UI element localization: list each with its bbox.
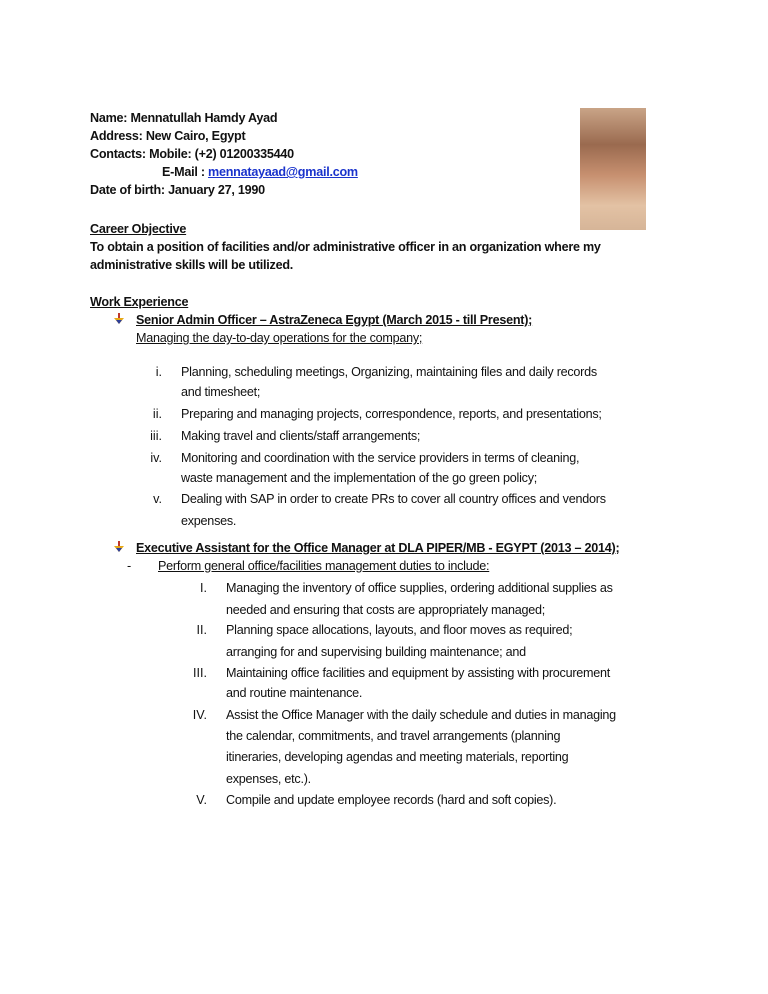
list-item: the calendar, commitments, and travel arrangements (planning xyxy=(226,729,561,743)
list-number: iv. xyxy=(150,451,162,465)
email-line xyxy=(162,164,358,180)
list-item: Making travel and clients/staff arrangements; xyxy=(181,429,421,443)
list-number: iii. xyxy=(150,429,162,443)
name-line: Name: Mennatullah Hamdy Ayad xyxy=(90,111,278,125)
list-item: and timesheet; xyxy=(181,385,261,399)
mobile-line: Contacts: Mobile: (+2) 01200335440 xyxy=(90,147,294,161)
arrow-bullet-icon xyxy=(114,541,124,553)
list-number: ii. xyxy=(152,407,162,421)
address-line: Address: New Cairo, Egypt xyxy=(90,129,246,143)
list-item: arranging for and supervising building maintenance; and xyxy=(226,645,526,659)
list-number: V. xyxy=(196,793,207,807)
work-experience-heading: Work Experience xyxy=(90,295,189,309)
profile-photo xyxy=(580,108,646,230)
list-item: Assist the Office Manager with the daily schedule and duties in managing xyxy=(226,708,616,722)
list-item: expenses, etc.). xyxy=(226,772,311,786)
job-title: Executive Assistant for the Office Manager at DLA PIPER/MB - EGYPT (2013 – 2014); xyxy=(136,541,620,555)
email-label: E-Mail : xyxy=(162,165,205,179)
arrow-bullet-icon xyxy=(114,313,124,325)
objective-text: To obtain a position of facilities and/or administrative officer in an organization where my xyxy=(90,240,601,254)
career-objective-heading: Career Objective xyxy=(90,222,187,236)
list-item: waste management and the implementation of the go green policy; xyxy=(181,471,537,485)
list-item: expenses. xyxy=(181,514,237,528)
job-subtitle: Perform general office/facilities management duties to include: xyxy=(158,559,490,573)
list-number: II. xyxy=(196,623,207,637)
job-title: Senior Admin Officer – AstraZeneca Egypt (March 2015 - till Present); xyxy=(136,313,533,327)
list-number: I. xyxy=(200,581,207,595)
dash-bullet: - xyxy=(127,559,131,573)
list-number: v. xyxy=(153,492,162,506)
objective-text: administrative skills will be utilized. xyxy=(90,258,294,272)
list-item: Maintaining office facilities and equipment by assisting with procurement xyxy=(226,666,611,680)
list-item: itineraries, developing agendas and meeting materials, reporting xyxy=(226,750,569,764)
list-item: and routine maintenance. xyxy=(226,686,363,700)
list-item: Dealing with SAP in order to create PRs to cover all country offices and vendors xyxy=(181,492,606,506)
job-subtitle: Managing the day-to-day operations for the company; xyxy=(136,331,423,345)
list-item: needed and ensuring that costs are appropriately managed; xyxy=(226,603,546,617)
list-item: Planning space allocations, layouts, and floor moves as required; xyxy=(226,623,573,637)
list-number: III. xyxy=(193,666,207,680)
list-item: Monitoring and coordination with the service providers in terms of cleaning, xyxy=(181,451,580,465)
dob-line: Date of birth: January 27, 1990 xyxy=(90,183,265,197)
list-item: Planning, scheduling meetings, Organizing, maintaining files and daily records xyxy=(181,365,597,379)
list-item: Preparing and managing projects, correspondence, reports, and presentations; xyxy=(181,407,602,421)
list-item: Compile and update employee records (hard and soft copies). xyxy=(226,793,557,807)
list-number: i. xyxy=(155,365,162,379)
email-link[interactable]: mennatayaad@gmail.com xyxy=(208,165,358,179)
list-number: IV. xyxy=(192,708,207,722)
list-item: Managing the inventory of office supplies, ordering additional supplies as xyxy=(226,581,613,595)
